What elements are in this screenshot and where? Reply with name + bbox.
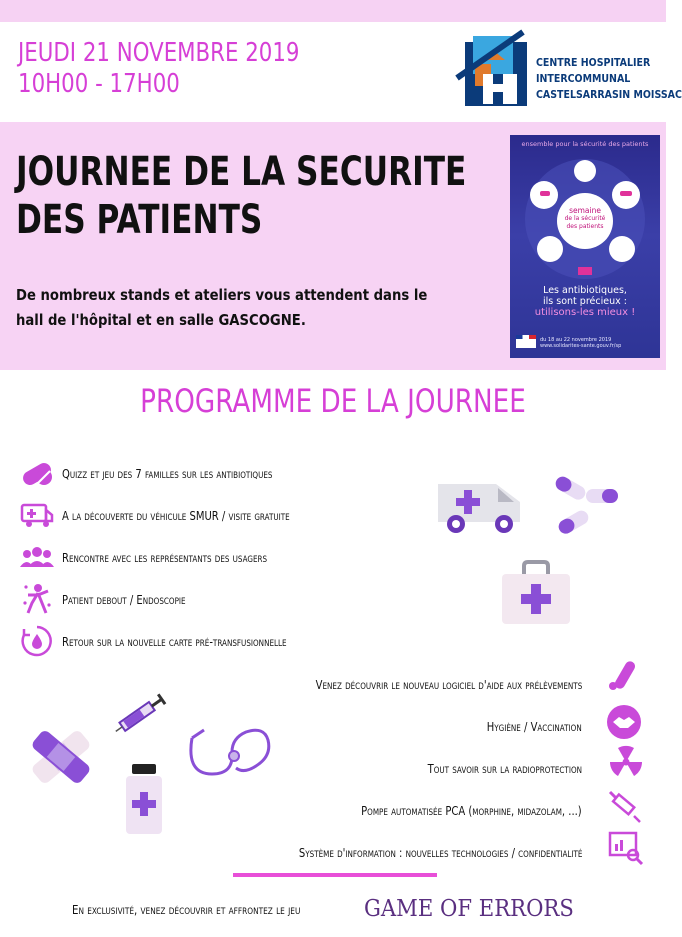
poster-message: [510, 285, 660, 318]
poster-top-text: ensemble pour la sécurité des patients: [521, 140, 649, 148]
activity-item: [306, 794, 582, 826]
divider: [233, 873, 437, 877]
pills-icon: [20, 457, 54, 489]
activity-label: Patient debout / Endoscopie: [62, 591, 186, 607]
bandage-illustration-icon: [26, 724, 96, 790]
date-line: JEUDI 21 NOVEMBRE 2019: [18, 38, 300, 68]
radiation-icon: [608, 744, 644, 780]
title-line: DES PATIENTS: [16, 197, 263, 243]
title-line: JOURNEE DE LA SECURITE: [16, 149, 467, 195]
test-tube-icon: [606, 658, 642, 694]
subtitle-line: hall de l'hôpital et en salle GASCOGNE.: [16, 311, 306, 329]
poster-line: ils sont précieux :: [543, 296, 627, 307]
medical-kit-illustration-icon: [500, 560, 572, 626]
logo-line: CASTELSARRASIN MOISSAC: [536, 89, 682, 101]
ambulance-icon: [20, 499, 54, 531]
poster-line: utilisons-les mieux !: [534, 307, 636, 318]
programme-title: PROGRAMME DE LA JOURNEE: [140, 382, 526, 420]
activity-label: Tout savoir sur la radioprotection: [427, 760, 582, 776]
capsules-illustration-icon: [550, 475, 622, 537]
activity-item: [228, 836, 582, 868]
page-title: [16, 148, 466, 244]
vial-illustration-icon: [124, 762, 164, 836]
exclusive-text: En exclusivité, venez découvrir et affrontez le jeu: [72, 902, 301, 917]
users-icon: [20, 541, 54, 573]
poster-badge: semaine: [569, 206, 601, 215]
poster-line: Les antibiotiques,: [543, 285, 627, 296]
handshake-icon: [606, 704, 642, 740]
poster-dates: du 18 au 22 novembre 2019: [540, 337, 612, 343]
campaign-poster: [510, 135, 660, 358]
time-line: 10H00 - 17H00: [18, 69, 180, 99]
poster-badge: de la sécurité: [564, 215, 606, 222]
logo-line: CENTRE HOSPITALIER: [536, 57, 651, 69]
poster-badge: des patients: [566, 223, 604, 230]
activity-label: Système d'information : nouvelles technologies / confidentialité: [298, 844, 582, 860]
patient-icon: [20, 583, 54, 615]
activity-item: [389, 752, 582, 784]
activity-item: [20, 457, 325, 489]
activity-item: [20, 499, 347, 531]
activity-item: [20, 583, 217, 615]
activity-item: [20, 541, 318, 573]
activity-label: Rencontre avec les représentants des usagers: [62, 549, 268, 565]
activity-label: Pompe automatisée PCA (morphine, midazolam, ...): [361, 802, 582, 818]
stethoscope-illustration-icon: [184, 718, 274, 788]
poster-url: www.solidarites-sante.gouv.fr/sp: [540, 343, 622, 349]
activity-label: Venez découvrir le nouveau logiciel d'aide aux prélèvements: [315, 676, 582, 692]
logo-text: [536, 55, 682, 103]
subtitle-line: De nombreux stands et ateliers vous attendent dans le: [16, 286, 428, 304]
blood-drop-icon: [20, 625, 54, 657]
activity-label: Retour sur la nouvelle carte pré-transfusionnelle: [62, 633, 287, 649]
republic-logo: [516, 335, 536, 348]
logo-line: INTERCOMMUNAL: [536, 73, 631, 85]
analytics-icon: [608, 830, 644, 866]
syringe-illustration-icon: [108, 688, 176, 738]
ambulance-illustration-icon: [434, 478, 524, 536]
activity-label: Quizz et jeu des 7 familles sur les antibiotiques: [62, 465, 273, 481]
top-band: [0, 0, 666, 22]
game-logo: GAME OF ERRORS: [364, 896, 574, 922]
poster-footer: [540, 337, 621, 349]
activity-item: [249, 668, 582, 700]
activity-item: [20, 625, 343, 657]
hero-subtitle: [16, 283, 474, 333]
event-date: [18, 38, 300, 100]
activity-label: Hygiène / Vaccination: [487, 718, 582, 734]
activity-item: [463, 710, 582, 742]
syringe-icon: [606, 788, 642, 824]
activity-label: A la découverte du véhicule SMUR / visite gratuite: [62, 507, 290, 523]
